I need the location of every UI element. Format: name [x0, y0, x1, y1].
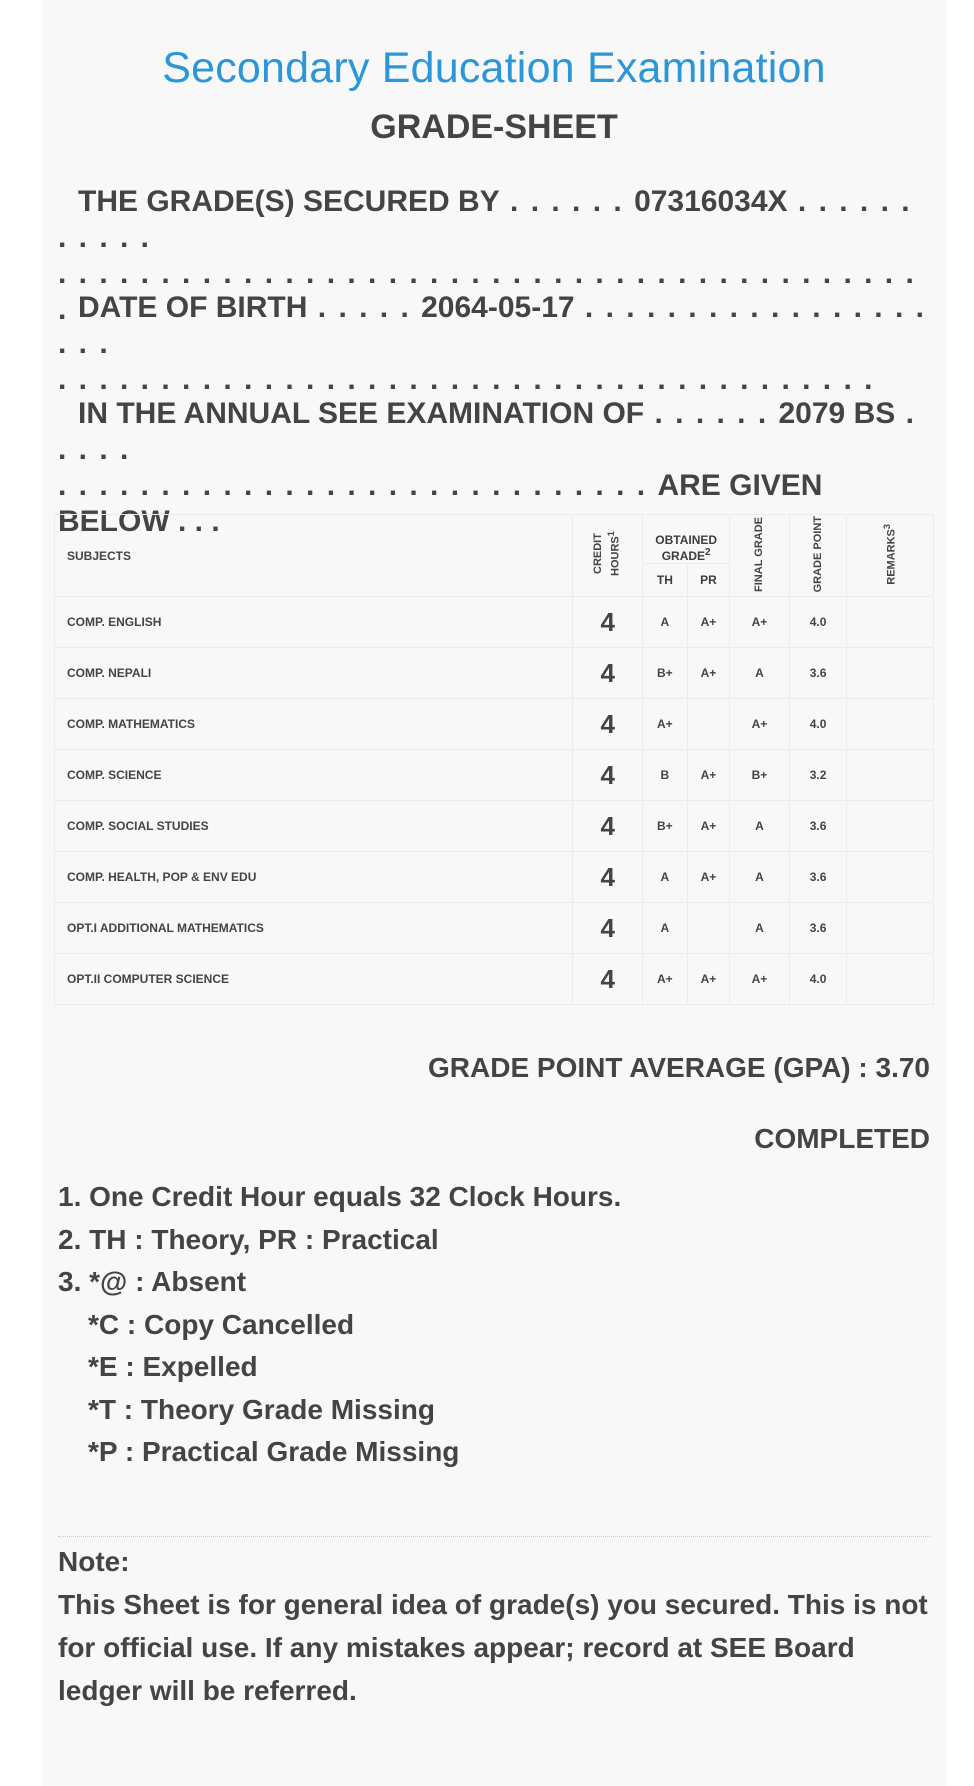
table-row: [55, 954, 934, 1005]
credit-cell: 4: [573, 852, 643, 903]
subject-cell: COMP. SOCIAL STUDIES: [55, 801, 573, 852]
table-row: [55, 750, 934, 801]
subject-cell: COMP. ENGLISH: [55, 597, 573, 648]
subject-cell: COMP. NEPALI: [55, 648, 573, 699]
gpa: GRADE POINT AVERAGE (GPA) : 3.70: [428, 1052, 930, 1083]
date-of-birth-line: DATE OF BIRTH . . . . . 2064-05-17 . . . . . . . . . . . . . . . . . . . . . . . . . . . . . . . . . . . . . . . . . . . . . . . . . . . . . . . . . . . .: [58, 291, 926, 396]
th-grade-cell: A: [643, 903, 688, 954]
legend: [58, 1176, 621, 1474]
th-grade-cell: A+: [643, 699, 688, 750]
dob-value: 2064-05-17: [421, 291, 575, 324]
table-row: [55, 852, 934, 903]
final-grade-cell: A: [730, 801, 790, 852]
grade-point-cell: 3.2: [789, 750, 847, 801]
remarks-cell: [847, 903, 934, 954]
subject-cell: COMP. HEALTH, POP & ENV EDU: [55, 852, 573, 903]
pr-grade-cell: A+: [687, 954, 730, 1005]
table-row: [55, 903, 934, 954]
legend-item: *P : Practical Grade Missing: [88, 1436, 460, 1467]
grade-point-cell: 3.6: [789, 801, 847, 852]
page-title: Secondary Education Examination: [162, 44, 826, 92]
page-subtitle: GRADE-SHEET: [370, 108, 618, 146]
th-grade-cell: A+: [643, 954, 688, 1005]
grade-rows: [55, 597, 934, 1005]
credit-cell: 4: [573, 750, 643, 801]
credit-cell: 4: [573, 801, 643, 852]
legend-item: 3. *@ : Absent: [58, 1266, 247, 1297]
subject-cell: COMP. MATHEMATICS: [55, 699, 573, 750]
grade-point-cell: 3.6: [789, 903, 847, 954]
final-grade-cell: B+: [730, 750, 790, 801]
credit-cell: 4: [573, 903, 643, 954]
final-grade-cell: A: [730, 648, 790, 699]
final-grade-cell: A+: [730, 597, 790, 648]
pr-grade-cell: A+: [687, 648, 730, 699]
obtained-grade-header: OBTAINED GRADE$^2$: [643, 515, 730, 564]
dob-label: DATE OF BIRTH: [78, 291, 308, 324]
legend-item: *C : Copy Cancelled: [88, 1308, 355, 1340]
pr-grade-cell: A+: [687, 801, 730, 852]
remarks-cell: [847, 597, 934, 648]
final-grade-header: FINAL GRADE: [730, 515, 790, 597]
divider: [58, 1536, 930, 1537]
subjects-header: SUBJECTS: [55, 515, 573, 597]
table-row: [55, 699, 934, 750]
th-grade-cell: B+: [643, 648, 688, 699]
given-below: ARE GIVEN BELOW . . .: [58, 469, 823, 538]
grade-point-cell: 3.6: [789, 852, 847, 903]
note: [58, 1540, 930, 1712]
subject-cell: OPT.II COMPUTER SCIENCE: [55, 954, 573, 1005]
pr-grade-cell: A+: [687, 597, 730, 648]
remarks-header: REMARKS$^3$: [847, 515, 934, 597]
subject-cell: OPT.I ADDITIONAL MATHEMATICS: [55, 903, 573, 954]
grade-sheet: [42, 0, 946, 1786]
legend-item: *T : Theory Grade Missing: [88, 1393, 435, 1425]
table-row: [55, 648, 934, 699]
grade-point-cell: 3.6: [789, 648, 847, 699]
remarks-cell: [847, 954, 934, 1005]
final-grade-cell: A: [730, 852, 790, 903]
grade-point-cell: 4.0: [789, 597, 847, 648]
exam-line: IN THE ANNUAL SEE EXAMINATION OF . . . . . . 2079 BS . . . . . . . . . . . . . . . . . . . . . . . . . . . . . . . . . . ARE GIVEN BELOW . . .: [58, 397, 916, 538]
th-grade-cell: A: [643, 852, 688, 903]
grades-table: [54, 514, 934, 1005]
remarks-cell: [847, 648, 934, 699]
table-row: [55, 801, 934, 852]
pr-grade-cell: A+: [687, 750, 730, 801]
credit-cell: 4: [573, 648, 643, 699]
th-grade-cell: B: [643, 750, 688, 801]
result-status: COMPLETED: [754, 1123, 930, 1154]
grade-point-cell: 4.0: [789, 954, 847, 1005]
th-grade-cell: B+: [643, 801, 688, 852]
th-header: TH: [643, 564, 688, 597]
credit-hours-header: [573, 515, 643, 597]
pr-header: PR: [687, 564, 730, 597]
pr-grade-cell: [687, 903, 730, 954]
pr-grade-cell: [687, 699, 730, 750]
remarks-cell: [847, 852, 934, 903]
symbol-number: 07316034X: [634, 185, 788, 218]
subject-cell: COMP. SCIENCE: [55, 750, 573, 801]
secured-by-label: THE GRADE(S) SECURED BY: [78, 185, 500, 218]
final-grade-cell: A: [730, 903, 790, 954]
remarks-cell: [847, 750, 934, 801]
credit-cell: 4: [573, 954, 643, 1005]
legend-item: *E : Expelled: [88, 1351, 258, 1382]
credit-hours-header-text: CREDIT HOURS$^1$: [592, 531, 623, 577]
note-text: This Sheet is for general idea of grade(s) you secured. This is not for official use. If any mistakes appear; record at SEE Board ledger will be referred.: [58, 1589, 928, 1706]
legend-item: 2. TH : Theory, PR : Practical: [58, 1223, 439, 1255]
credit-cell: 4: [573, 597, 643, 648]
grade-point-cell: 4.0: [789, 699, 847, 750]
exam-year: 2079 BS: [778, 397, 896, 430]
grade-point-header: GRADE POINT: [789, 515, 847, 597]
final-grade-cell: A+: [730, 699, 790, 750]
note-label: Note:: [58, 1546, 130, 1577]
secured-by-line: THE GRADE(S) SECURED BY . . . . . . 07316034X . . . . . . . . . . . . . . . . . . . . . . . . . . . . . . . . . . . . . . . . . . . . . . . . . . . . . .: [58, 185, 916, 326]
th-grade-cell: A: [643, 597, 688, 648]
pr-grade-cell: A+: [687, 852, 730, 903]
table-row: [55, 597, 934, 648]
exam-label: IN THE ANNUAL SEE EXAMINATION OF: [78, 397, 645, 430]
legend-item: 1. One Credit Hour equals 32 Clock Hours.: [58, 1181, 622, 1212]
final-grade-cell: A+: [730, 954, 790, 1005]
remarks-cell: [847, 801, 934, 852]
credit-cell: 4: [573, 699, 643, 750]
remarks-cell: [847, 699, 934, 750]
